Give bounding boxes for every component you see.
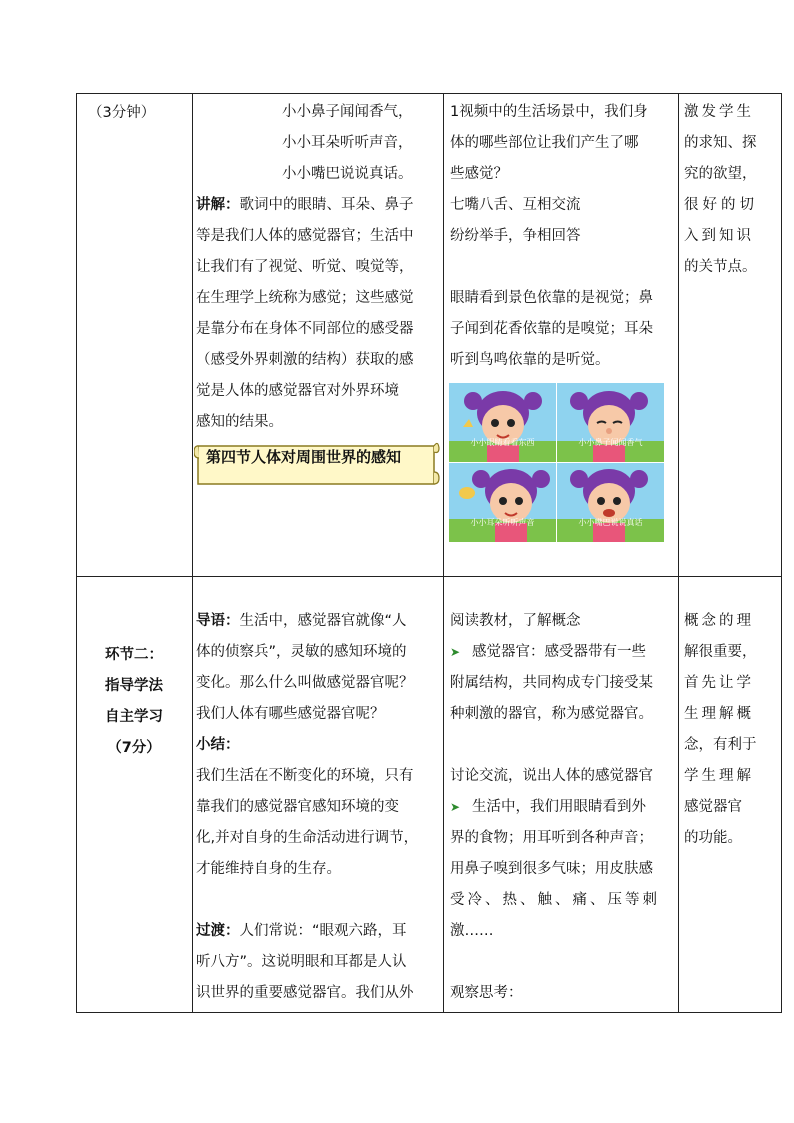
explain-line: 讲解：歌词中的眼睛、耳朵、鼻子 xyxy=(196,197,414,213)
row2-design-intent xyxy=(684,606,766,854)
lead-line: 变化。那么什么叫做感觉器官呢？ xyxy=(196,675,414,691)
student-line: 1视频中的生活场景中，我们身 xyxy=(450,104,648,120)
lead-label: 导语： xyxy=(196,613,240,629)
row2-teacher-activity xyxy=(196,606,438,1009)
transition-line: 听八方”。这说明眼和耳都是人认 xyxy=(196,954,407,970)
intent-line: 入到知识 xyxy=(684,228,754,244)
life-line: 用鼻子嗅到很多气味；用皮肤感 xyxy=(450,861,653,877)
summary-line: 靠我们的感觉器官感知环境的变 xyxy=(196,799,399,815)
intent-line: 首先让学 xyxy=(684,675,754,691)
observe-line: 观察思考： xyxy=(450,985,523,1001)
summary-line: 我们生活在不断变化的环境，只有 xyxy=(196,768,414,784)
stage-line: （7分） xyxy=(107,740,161,756)
cartoon-panel-nose xyxy=(557,383,664,462)
cartoon-panel-mouth xyxy=(557,463,664,542)
caption: 小小鼻子闻闻香气 xyxy=(578,438,643,447)
student-line: 子闻到花香依靠的是嗅觉；耳朵 xyxy=(450,321,653,337)
arrow-bullet-icon: ➤ xyxy=(450,800,461,814)
transition-line: 过渡：人们常说：“眼观六路，耳 xyxy=(196,923,407,939)
caption: 小小嘴巴说说真话 xyxy=(578,518,643,527)
transition-line: 识世界的重要感觉器官。我们从外 xyxy=(196,985,414,1001)
intent-line: 激发学生 xyxy=(684,104,754,120)
girl-mouth-illustration xyxy=(557,463,664,542)
girl-nose-illustration xyxy=(557,383,664,462)
scroll-title: 第四节人体对周围世界的感知 xyxy=(206,448,402,466)
concept-line: ➤ 感觉器官：感受器带有一些 xyxy=(450,637,676,668)
lead-line: 体的侦察兵”，灵敏的感知环境的 xyxy=(196,644,407,660)
intent-line: 感觉器官 xyxy=(684,799,742,815)
discuss-line: 讨论交流，说出人体的感觉器官 xyxy=(450,768,653,784)
summary-line: 化,并对自身的生命活动进行调节， xyxy=(196,830,419,846)
stage-line: 环节二： xyxy=(105,647,163,663)
explain-line: 让我们有了视觉、听觉、嗅觉等， xyxy=(196,259,414,275)
explain-line: 觉是人体的感觉器官对外界环境 xyxy=(196,383,399,399)
intent-line: 概念的理 xyxy=(684,613,754,629)
time-label: （3分钟） xyxy=(88,105,156,121)
concept-line: 种刺激的器官，称为感觉器官。 xyxy=(450,706,653,722)
caption: 小小眼睛看看东西 xyxy=(470,438,535,447)
girl-ears-illustration xyxy=(449,463,556,542)
row2-student-activity xyxy=(450,606,676,1009)
lead-line: 我们人体有哪些感觉器官呢？ xyxy=(196,706,385,722)
stage-line: 自主学习 xyxy=(105,709,163,725)
poem-line: 小小耳朵听听声音， xyxy=(282,135,413,151)
intent-line: 的求知、探 xyxy=(684,135,757,151)
column-divider xyxy=(192,94,193,1012)
intent-line: 念，有利于 xyxy=(684,737,757,753)
intent-line: 的功能。 xyxy=(684,830,742,846)
intent-line: 解很重要， xyxy=(684,644,757,660)
row1-design-intent xyxy=(684,97,766,283)
life-line: 界的食物；用耳听到各种声音； xyxy=(450,830,653,846)
life-line: 激…… xyxy=(450,923,494,939)
transition-label: 过渡： xyxy=(196,923,240,939)
student-line: 七嘴八舌、互相交流 xyxy=(450,197,581,213)
student-line: 听到鸟鸣依靠的是听觉。 xyxy=(450,352,610,368)
column-divider xyxy=(678,94,679,1012)
explain-line: 等是我们人体的感觉器官；生活中 xyxy=(196,228,414,244)
life-line: ➤ 生活中，我们用眼睛看到外 xyxy=(450,792,676,823)
column-divider xyxy=(443,94,444,1012)
summary-label: 小结： xyxy=(196,737,240,753)
row1-teacher-activity xyxy=(196,97,438,438)
concept-line: 附属结构，共同构成专门接受某 xyxy=(450,675,653,691)
intent-line: 很好的切 xyxy=(684,197,758,213)
cartoon-panel-eyes xyxy=(449,383,556,462)
intent-line: 学生理解 xyxy=(684,768,754,784)
student-line: 纷纷举手，争相回答 xyxy=(450,228,581,244)
student-line: 眼睛看到景色依靠的是视觉；鼻 xyxy=(450,290,653,306)
lead-line: 导语：生活中，感觉器官就像“人 xyxy=(196,613,407,629)
section-title-scroll xyxy=(194,438,440,492)
girl-eyes-illustration xyxy=(449,383,556,462)
student-line: 体的哪些部位让我们产生了哪 xyxy=(450,135,639,151)
arrow-bullet-icon: ➤ xyxy=(450,645,461,659)
intent-line: 的关节点。 xyxy=(684,259,757,275)
poem-line: 小小嘴巴说说真话。 xyxy=(282,166,413,182)
stage-line: 指导学法 xyxy=(105,678,163,694)
row-divider xyxy=(77,576,781,577)
poem-line: 小小鼻子闻闻香气， xyxy=(282,104,413,120)
row1-time xyxy=(88,98,188,129)
cartoon-panel-ears xyxy=(449,463,556,542)
explain-line: 感知的结果。 xyxy=(196,414,283,430)
read-line: 阅读教材，了解概念 xyxy=(450,613,581,629)
explain-label: 讲解： xyxy=(196,197,240,213)
explain-line: （感受外界刺激的结构）获取的感 xyxy=(196,352,414,368)
explain-line: 是靠分布在身体不同部位的感受器 xyxy=(196,321,414,337)
intent-line: 生理解概 xyxy=(684,706,754,722)
caption: 小小耳朵听听声音 xyxy=(470,518,535,527)
summary-line: 才能维持自身的生存。 xyxy=(196,861,341,877)
row2-stage xyxy=(78,640,190,764)
senses-cartoon-image xyxy=(449,383,664,541)
explain-line: 在生理学上统称为感觉；这些感觉 xyxy=(196,290,414,306)
intent-line: 究的欲望， xyxy=(684,166,757,182)
life-line: 受冷、热、触、痛、压等刺 xyxy=(450,892,660,908)
student-line: 些感觉？ xyxy=(450,166,508,182)
row1-student-activity xyxy=(450,97,676,376)
